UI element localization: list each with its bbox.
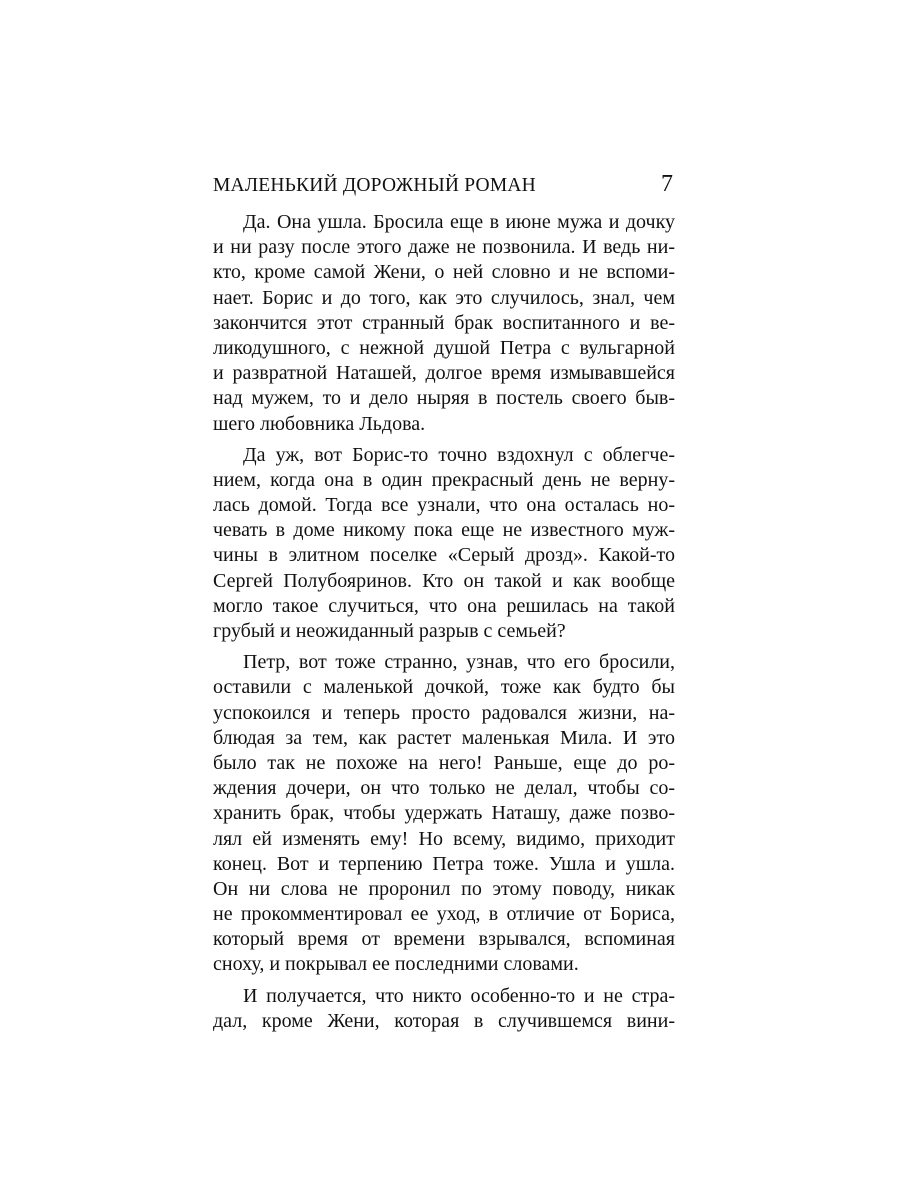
text-line: ждения дочери, он что только не делал, чтобы со- — [213, 777, 675, 800]
text-line: Да. Она ушла. Бросила еще в июне мужа и дочку — [243, 211, 675, 233]
text-line: блюдая за тем, как растет маленькая Мила. И это — [213, 726, 675, 749]
text-line: Он ни слова не проронил по этому поводу, никак — [213, 877, 675, 900]
text-line: Петр, вот тоже странно, узнав, что его бросили, — [243, 651, 675, 674]
text-line: И получается, что никто особенно-то и не стра- — [243, 984, 675, 1007]
text-line: и ни разу после этого даже не позвонила. И ведь ни- — [213, 236, 675, 259]
page-number: 7 — [661, 171, 673, 197]
text-line: оставили с маленькой дочкой, тоже как будто бы — [213, 676, 675, 699]
text-line: конец. Вот и терпению Петра тоже. Ушла и ушла. — [213, 852, 675, 875]
running-head — [213, 172, 675, 210]
text-line: и развратной Наташей, долгое время измывавшейся — [213, 362, 675, 385]
paragraph — [213, 210, 675, 437]
text-line: успокоился и теперь просто радовался жизни, на- — [213, 701, 675, 724]
text-line: чевать в доме никому пока еще не известного муж- — [213, 519, 675, 542]
paragraph — [213, 650, 675, 977]
text-line: грубый и неожиданный разрыв с семьей? — [213, 620, 566, 642]
text-line: который время от времени взрывался, вспоминая — [213, 928, 675, 951]
text-line: лял ей изменять ему! Но всему, видимо, приходит — [213, 827, 675, 850]
body-text — [213, 210, 675, 1034]
paragraph — [213, 984, 675, 1034]
text-line: сноху, и покрывал ее последними словами. — [213, 953, 579, 976]
text-line: хранить брак, чтобы удержать Наташу, даже позво- — [213, 802, 675, 825]
text-line: Да уж, вот Борис-то точно вздохнул с облегче- — [243, 443, 675, 466]
text-line: лась домой. Тогда все узнали, что она осталась но- — [213, 494, 675, 517]
text-line: могло такое случиться, что она решилась на такой — [213, 594, 675, 617]
text-line: Сергей Полубояринов. Кто он такой и как вообще — [213, 569, 675, 592]
text-line: над мужем, то и дело ныряя в постель своего быв- — [213, 387, 675, 410]
text-line: нает. Борис и до того, как это случилось, знал, чем — [213, 286, 675, 309]
paragraph — [213, 443, 675, 645]
text-line: не прокомментировал ее уход, в отличие от Бориса, — [213, 903, 675, 926]
text-line: нием, когда она в один прекрасный день не верну- — [213, 468, 675, 491]
text-line: было так не похоже на него! Раньше, еще до ро- — [213, 751, 675, 774]
text-line: закончится этот странный брак воспитанного и ве- — [213, 311, 675, 334]
book-page — [213, 172, 675, 1034]
text-line: кто, кроме самой Жени, о ней словно и не вспоми- — [213, 261, 675, 284]
text-line: ликодушного, с нежной душой Петра с вульгарной — [213, 336, 675, 359]
text-line: дал, кроме Жени, которая в случившемся вини- — [213, 1009, 675, 1032]
text-line: шего любовника Льдова. — [213, 412, 426, 435]
running-title: МАЛЕНЬКИЙ ДОРОЖНЫЙ РОМАН — [213, 175, 536, 196]
text-line: чины в элитном поселке «Серый дрозд». Какой-то — [213, 544, 675, 567]
